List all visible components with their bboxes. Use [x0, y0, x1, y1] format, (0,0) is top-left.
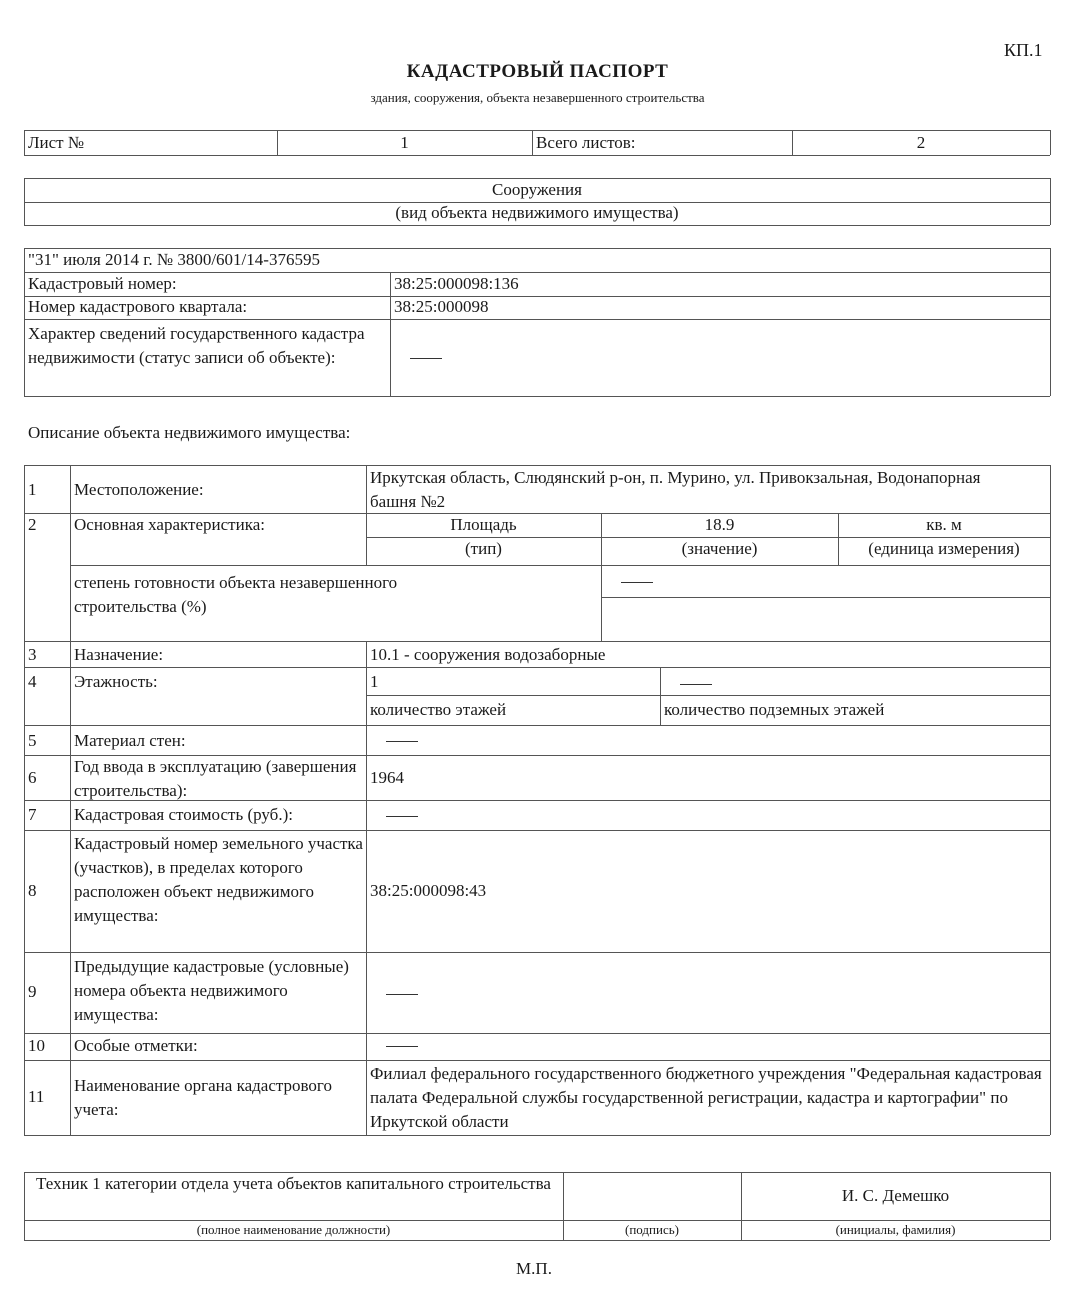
unit-caption: (единица измерения): [868, 539, 1020, 558]
characteristic-type: Площадь: [450, 515, 517, 534]
floors-value: 1: [370, 672, 379, 691]
row-number: 6: [28, 768, 37, 787]
location-value: Иркутская область, Слюдянский р-он, п. Мурино, ул. Привокзальная, Водонапорная башня №2: [370, 468, 981, 511]
purpose-value: 10.1 - сооружения водозаборные: [370, 645, 606, 664]
row-number: 5: [28, 731, 37, 750]
row-number: 4: [28, 672, 37, 691]
special-notes-label: Особые отметки:: [74, 1036, 198, 1055]
cadastral-value-label: Кадастровая стоимость (руб.):: [74, 805, 293, 824]
previous-numbers-dash: [386, 994, 418, 995]
document-title: КАДАСТРОВЫЙ ПАСПОРТ: [406, 61, 669, 82]
purpose-label: Назначение:: [74, 645, 164, 664]
issue-date-number: "31" июля 2014 г. № 3800/601/14-376595: [28, 250, 320, 269]
row-number: 2: [28, 515, 37, 534]
row-number: 1: [28, 480, 37, 499]
cadastral-number-label: Кадастровый номер:: [28, 274, 177, 293]
total-sheets-number: 2: [916, 133, 926, 152]
location-label: Местоположение:: [74, 480, 204, 499]
underground-caption: количество подземных этажей: [664, 700, 885, 719]
quarter-value: 38:25:000098: [394, 297, 489, 316]
characteristic-value: 18.9: [704, 515, 735, 534]
object-kind-value: Сооружения: [492, 180, 582, 199]
sheet-label: Лист №: [28, 133, 85, 152]
total-sheets-label: Всего листов:: [536, 133, 636, 152]
description-heading: Описание объекта недвижимого имущества:: [28, 423, 351, 442]
floors-caption: количество этажей: [370, 700, 507, 719]
cadastral-value-dash: [386, 816, 418, 817]
value-caption: (значение): [681, 539, 758, 558]
characteristic-unit: кв. м: [926, 515, 962, 534]
row-number: 10: [28, 1036, 45, 1055]
row-number: 8: [28, 881, 37, 900]
object-kind-caption: (вид объекта недвижимого имущества): [395, 203, 679, 222]
underground-floors-dash: [680, 684, 712, 685]
signer-position: Техник 1 категории отдела учета объектов капитального строительства: [36, 1174, 551, 1193]
land-plot-label: Кадастровый номер земельного участка (участков), в пределах которого расположен объект недвижимого имущества:: [74, 834, 363, 925]
special-notes-dash: [386, 1046, 418, 1047]
row-number: 3: [28, 645, 37, 664]
document-subtitle: здания, сооружения, объекта незавершенного строительства: [370, 90, 705, 105]
record-status-label: Характер сведений государственного кадастра недвижимости (статус записи об объекте):: [28, 324, 365, 367]
floors-label: Этажность:: [74, 672, 158, 691]
main-characteristic-label: Основная характеристика:: [74, 515, 265, 534]
row-number: 9: [28, 982, 37, 1001]
signature-caption: (подпись): [625, 1222, 679, 1237]
previous-numbers-label: Предыдущие кадастровые (условные) номера объекта недвижимого имущества:: [74, 957, 349, 1024]
wall-material-dash: [386, 741, 418, 742]
record-status-dash: [410, 358, 442, 359]
readiness-dash: [621, 582, 653, 583]
land-plot-value: 38:25:000098:43: [370, 881, 487, 900]
name-caption: (инициалы, фамилия): [835, 1222, 956, 1237]
sheet-number: 1: [400, 133, 409, 152]
registration-authority-value: Филиал федерального государственного бюджетного учреждения "Федеральная кадастровая палата Федеральной службы государственной регистрации, кадастра и картографии" по Иркутской области: [370, 1064, 1042, 1131]
row-number: 11: [28, 1087, 45, 1106]
readiness-label: степень готовности объекта незавершенного строительства (%): [74, 573, 398, 616]
row-number: 7: [28, 805, 37, 824]
quarter-label: Номер кадастрового квартала:: [28, 297, 248, 316]
position-caption: (полное наименование должности): [196, 1222, 391, 1237]
commissioning-year-value: 1964: [370, 768, 404, 787]
commissioning-year-label: Год ввода в эксплуатацию (завершения строительства):: [74, 757, 357, 800]
stamp-place: М.П.: [516, 1259, 552, 1278]
cadastral-number-value: 38:25:000098:136: [394, 274, 519, 293]
registration-authority-label: Наименование органа кадастрового учета:: [74, 1076, 332, 1119]
form-code: КП.1: [1004, 40, 1043, 60]
signer-name: И. С. Демешко: [841, 1186, 950, 1205]
type-caption: (тип): [465, 539, 502, 558]
wall-material-label: Материал стен:: [74, 731, 186, 750]
